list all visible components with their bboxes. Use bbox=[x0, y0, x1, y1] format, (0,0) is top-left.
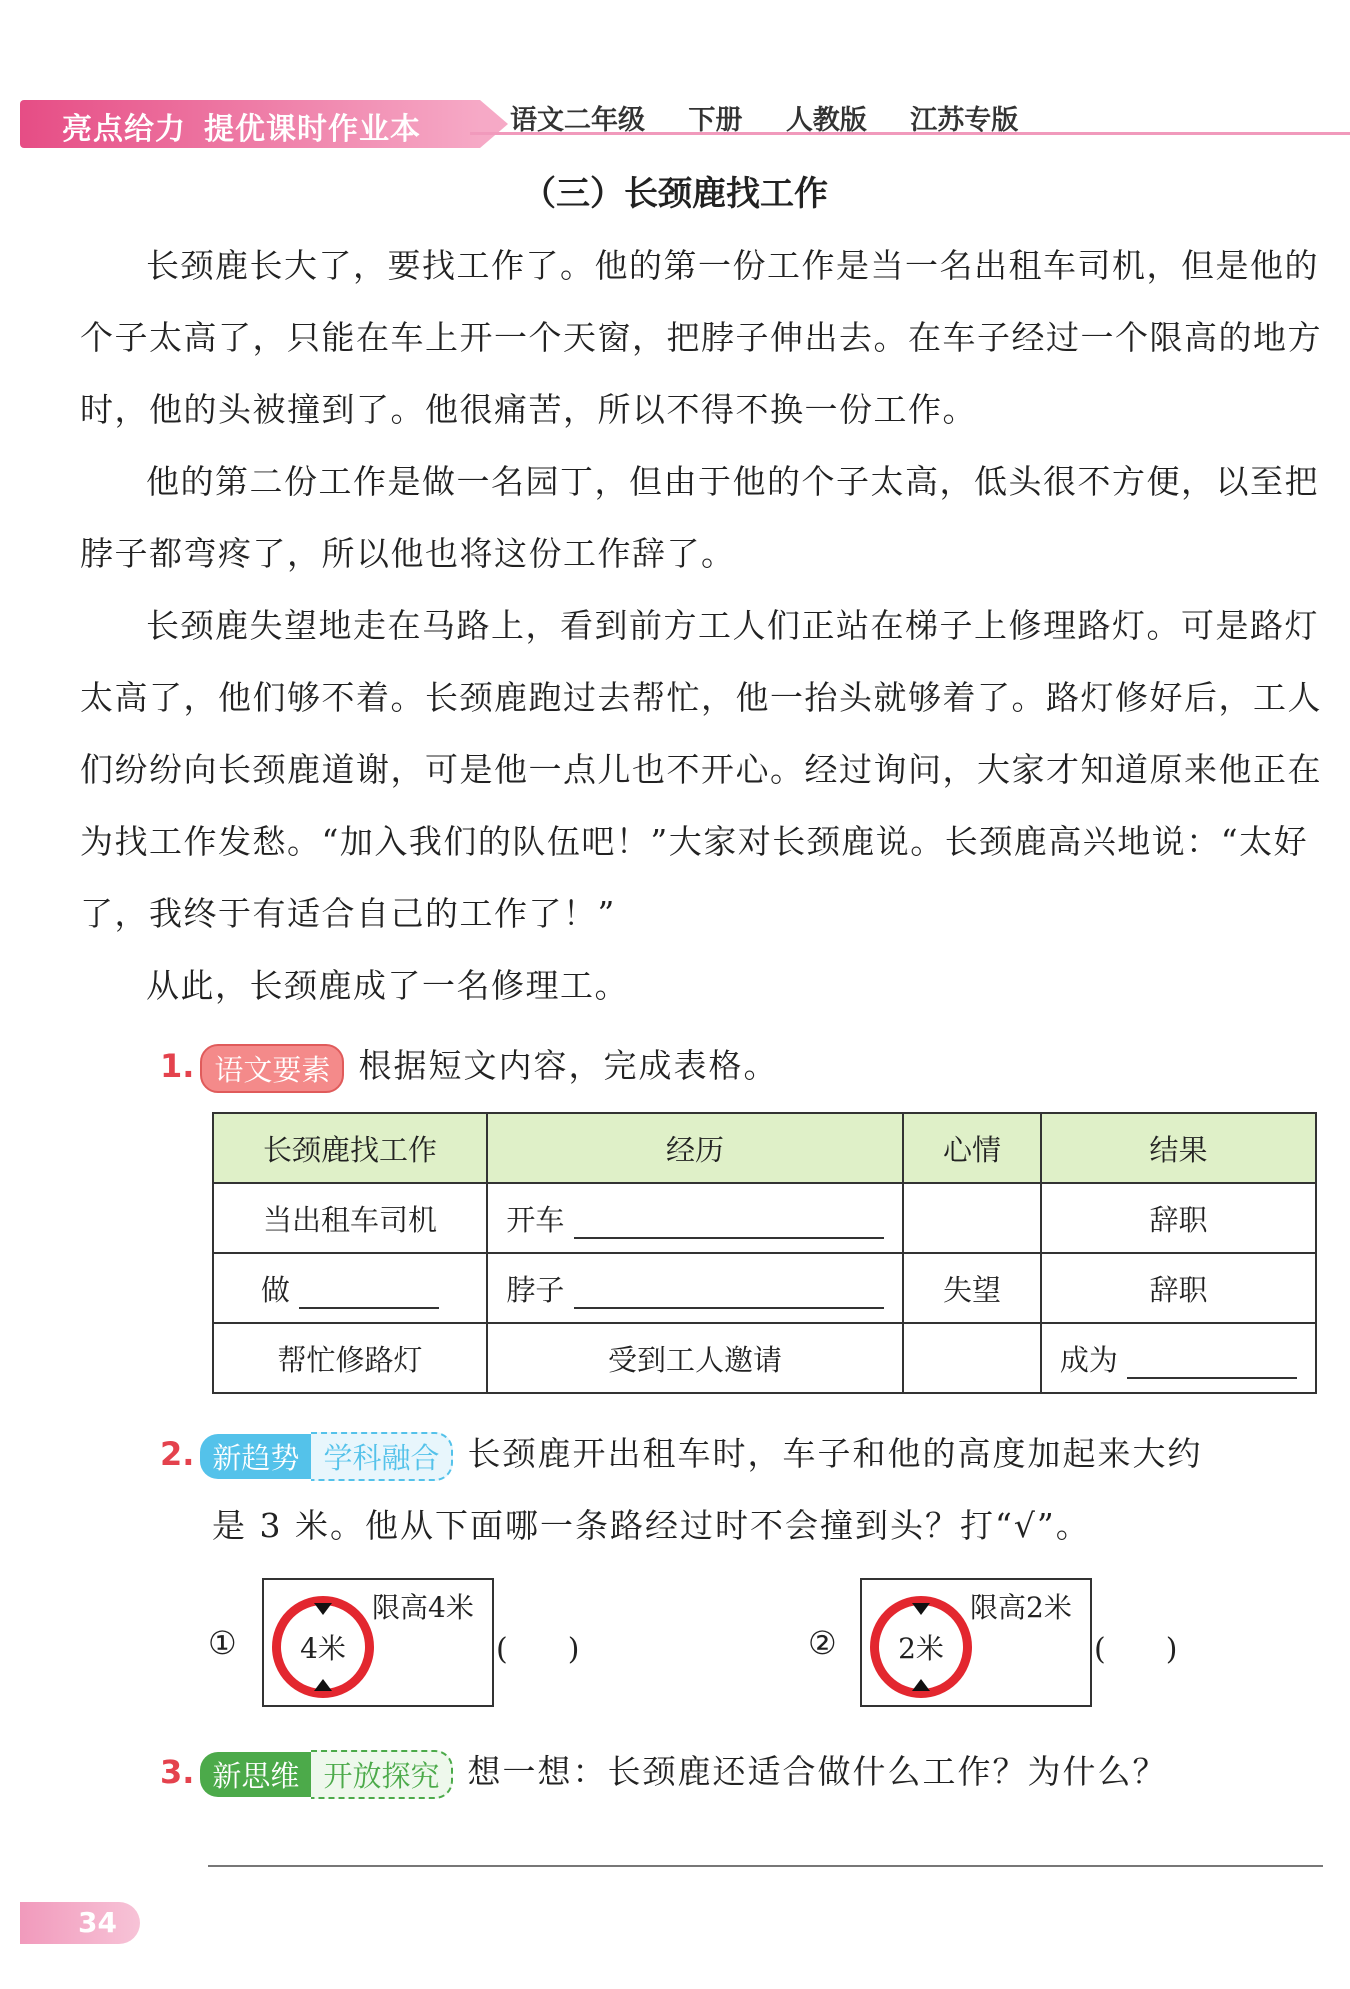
height-limit-sign-icon bbox=[870, 1596, 972, 1698]
option-2-index: ② bbox=[808, 1624, 837, 1662]
header-edition: 人教版 bbox=[785, 105, 867, 136]
row3-result-cell bbox=[1041, 1323, 1316, 1393]
sign-bottom-arrow-icon bbox=[314, 1679, 332, 1691]
option-1-label: 限高4米 bbox=[372, 1591, 474, 1624]
question-3 bbox=[160, 1746, 1167, 1799]
paragraph-4: 从此，长颈鹿成了一名修理工。 bbox=[146, 966, 629, 1005]
table-header-experience: 经历 bbox=[487, 1113, 903, 1183]
sign-bottom-arrow-icon bbox=[912, 1679, 930, 1691]
q2-text-line2: 是 3 米。他从下面哪一条路经过时不会撞到头？打“√”。 bbox=[212, 1506, 1091, 1545]
page-title: （三）长颈鹿找工作 bbox=[522, 174, 828, 214]
option-2-sign-box bbox=[860, 1578, 1092, 1707]
series-name: 提优课时作业本 bbox=[204, 112, 421, 147]
row3-mood-blank[interactable] bbox=[903, 1323, 1041, 1393]
table-header-mood: 心情 bbox=[903, 1113, 1041, 1183]
q3-number: 3. bbox=[160, 1753, 195, 1791]
row2-job-cell bbox=[213, 1253, 487, 1323]
row2-experience: 脖子 bbox=[506, 1272, 565, 1307]
option-1-sign-text: 4米 bbox=[300, 1632, 346, 1665]
paragraph-3: 长颈鹿失望地走在马路上，看到前方工人们正站在梯子上修理路灯。可是路灯太高了，他们够不着。长颈鹿跑过去帮忙，他一抬头就够着了。路灯修好后，工人们纷纷向长颈鹿道谢，可是他一点儿也不开心。经过询问，大家才知道原来他正在为找工作发愁。“加入我们的队伍吧！”大家对长颈鹿说。长颈鹿高兴地说：“太好了，我终于有适合自己的工作了！” bbox=[80, 606, 1322, 933]
sign-top-arrow-icon bbox=[912, 1603, 930, 1615]
row3-result: 成为 bbox=[1059, 1342, 1118, 1377]
row2-experience-cell bbox=[487, 1253, 903, 1323]
table-header-row bbox=[213, 1113, 1316, 1183]
row3-job: 帮忙修路灯 bbox=[213, 1323, 487, 1393]
q2-number: 2. bbox=[160, 1435, 195, 1473]
option-2-label: 限高2米 bbox=[970, 1591, 1072, 1624]
row1-job: 当出租车司机 bbox=[213, 1183, 487, 1253]
paragraph-2: 他的第二份工作是做一名园丁，但由于他的个子太高，低头很不方便，以至把脖子都弯疼了，所以他也将这份工作辞了。 bbox=[80, 462, 1319, 573]
q1-text: 根据短文内容，完成表格。 bbox=[358, 1046, 779, 1085]
row1-experience-blank[interactable] bbox=[574, 1207, 884, 1239]
table-row bbox=[213, 1323, 1316, 1393]
q3-text: 想一想：长颈鹿还适合做什么工作？为什么？ bbox=[467, 1752, 1168, 1791]
option-2-answer[interactable]: ( ) bbox=[1094, 1632, 1178, 1667]
row2-experience-blank[interactable] bbox=[574, 1277, 884, 1309]
option-2-sign-text: 2米 bbox=[898, 1632, 944, 1665]
row1-experience: 开车 bbox=[506, 1202, 565, 1237]
row2-result: 辞职 bbox=[1041, 1253, 1316, 1323]
table-row bbox=[213, 1253, 1316, 1323]
question-1 bbox=[160, 1040, 778, 1093]
table-header-result: 结果 bbox=[1041, 1113, 1316, 1183]
q2-text-line1: 长颈鹿开出租车时，车子和他的高度加起来大约 bbox=[467, 1434, 1203, 1473]
header-region: 江苏专版 bbox=[910, 105, 1019, 136]
header-subject: 语文二年级 bbox=[510, 105, 645, 136]
row3-result-blank[interactable] bbox=[1127, 1347, 1297, 1379]
q2-tag-trend: 新趋势 bbox=[200, 1434, 311, 1479]
q3-tag-thinking: 新思维 bbox=[200, 1752, 311, 1797]
option-1-index: ① bbox=[208, 1624, 237, 1662]
table-row bbox=[213, 1183, 1316, 1253]
header-volume: 下册 bbox=[688, 105, 743, 136]
row1-result: 辞职 bbox=[1041, 1183, 1316, 1253]
row1-experience-cell bbox=[487, 1183, 903, 1253]
page-number: 34 bbox=[20, 1902, 140, 1944]
row1-mood-blank[interactable] bbox=[903, 1183, 1041, 1253]
height-limit-sign-icon bbox=[272, 1596, 374, 1698]
q1-tag: 语文要素 bbox=[200, 1044, 344, 1093]
table-header-job: 长颈鹿找工作 bbox=[213, 1113, 487, 1183]
q3-tag-explore: 开放探究 bbox=[311, 1750, 453, 1799]
q3-answer-line[interactable] bbox=[208, 1865, 1323, 1867]
q1-number: 1. bbox=[160, 1047, 195, 1085]
row2-mood: 失望 bbox=[903, 1253, 1041, 1323]
brand bbox=[62, 104, 421, 148]
paragraph-1: 长颈鹿长大了，要找工作了。他的第一份工作是当一名出租车司机，但是他的个子太高了，只能在车上开一个天窗，把脖子伸出去。在车子经过一个限高的地方时，他的头被撞到了。他很痛苦，所以不得不换一份工作。 bbox=[80, 246, 1322, 429]
row3-experience: 受到工人邀请 bbox=[487, 1323, 903, 1393]
question-2 bbox=[160, 1428, 1202, 1481]
row2-job-blank[interactable] bbox=[299, 1277, 439, 1309]
row2-job: 做 bbox=[260, 1272, 290, 1307]
sign-top-arrow-icon bbox=[314, 1603, 332, 1615]
q2-tag-subject: 学科融合 bbox=[311, 1432, 453, 1481]
header-meta bbox=[510, 98, 1052, 137]
brand-name: 亮点给力 bbox=[62, 112, 186, 147]
q1-table bbox=[212, 1112, 1317, 1394]
option-1-answer[interactable]: ( ) bbox=[496, 1632, 580, 1667]
option-1-sign-box bbox=[262, 1578, 494, 1707]
